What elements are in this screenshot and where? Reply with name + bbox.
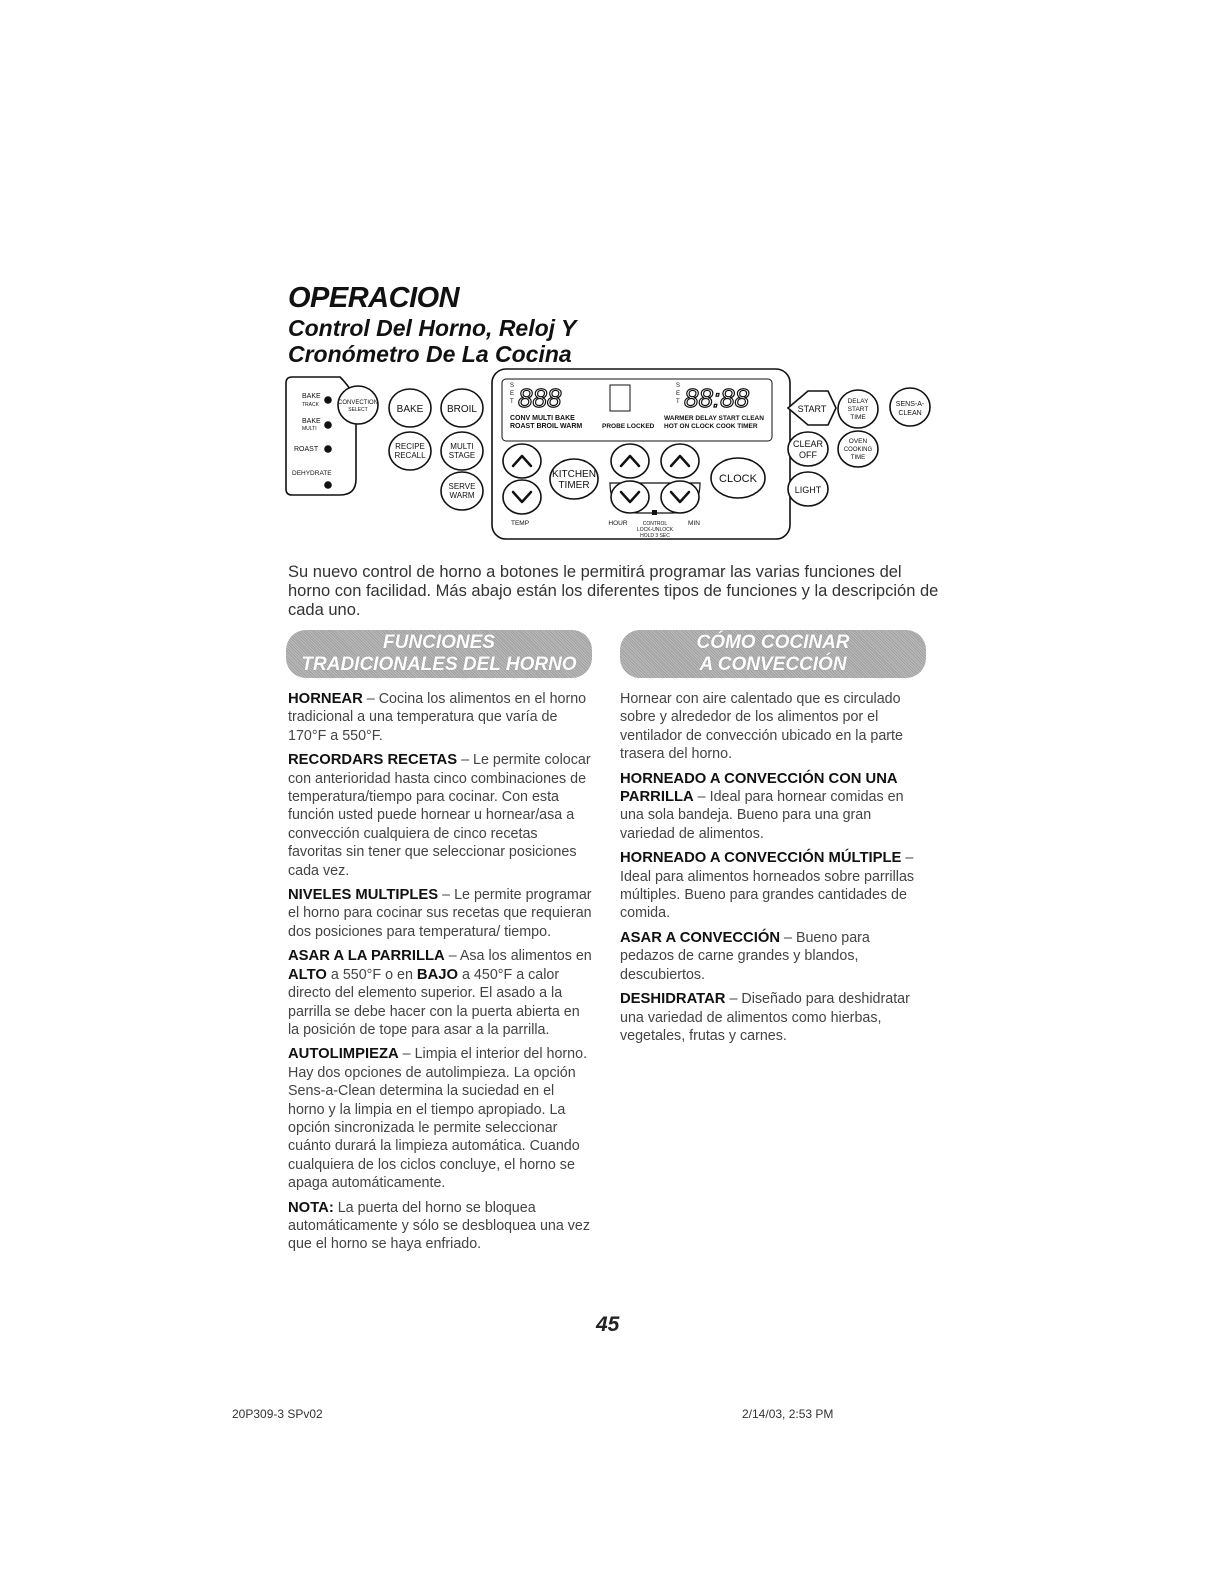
recall-label: RECALL bbox=[394, 451, 426, 460]
def-conveccion-multiple: HORNEADO A CONVECCIÓN MÚLTIPLE – Ideal para alimentos horneados sobre parrillas múltiples. Bueno para grandes cantidades de comida. bbox=[620, 850, 915, 922]
time-label: TIME bbox=[850, 414, 866, 421]
def-conveccion-una-parrilla: HORNEADO A CONVECCIÓN CON UNA PARRILLA – Ideal para hornear comidas en una sola bandeja. Bueno para una gran variedad de alimentos. bbox=[620, 770, 904, 842]
footer-document-code: 20P309-3 SPv02 bbox=[232, 1407, 323, 1421]
recipe-label: RECIPE bbox=[395, 442, 425, 451]
label-multi: MULTI bbox=[302, 426, 317, 432]
multi-label: MULTI bbox=[450, 442, 474, 451]
broil-label: BROIL bbox=[446, 404, 478, 415]
def-asar-conveccion: ASAR A CONVECCIÓN – Bueno para pedazos de carne grandes y blandos, descubiertos. bbox=[620, 929, 870, 983]
label-dehydrate: DEHYDRATE bbox=[292, 470, 332, 477]
oven-control-panel bbox=[280, 365, 940, 545]
min-up-button[interactable] bbox=[661, 444, 699, 478]
stage-label: STAGE bbox=[448, 451, 476, 460]
display-right-row2: HOT ON CLOCK COOK TIMER bbox=[664, 423, 758, 430]
oven-icon bbox=[610, 385, 630, 411]
intro-paragraph: Su nuevo control de horno a botones le permitirá programar las varias funciones del horno con facilidad. Más abajo están los diferentes tipos de funciones y la descripción de cada uno. bbox=[288, 563, 939, 619]
control-label: CONTROL bbox=[642, 521, 668, 527]
clear-label: CLEAR bbox=[792, 439, 824, 449]
off-label: OFF bbox=[799, 450, 817, 460]
oven-label: OVEN bbox=[848, 438, 868, 445]
time-digits: 88:88 bbox=[684, 383, 750, 413]
convection-intro: Hornear con aire calentado que es circulado sobre y alrededor de los alimentos por el ventilador de convección ubicado en la parte trasera del horno. bbox=[620, 691, 903, 763]
timer-label: TIMER bbox=[558, 480, 590, 491]
cooking-label: COOKING bbox=[843, 447, 873, 453]
banner-right-line2: A CONVECCIÓN bbox=[699, 654, 847, 675]
page-title: OPERACION bbox=[288, 282, 460, 314]
clean-label: CLEAN bbox=[898, 410, 922, 417]
delay-label: DELAY bbox=[847, 398, 869, 405]
subtitle-line-2: Cronómetro De La Cocina bbox=[288, 341, 572, 367]
roast-indicator bbox=[324, 445, 332, 453]
lock-unlock-label: LOCK-UNLOCK bbox=[636, 527, 674, 533]
bake-track-indicator bbox=[324, 396, 332, 404]
clock-label: CLOCK bbox=[719, 473, 757, 485]
bake-multi-indicator bbox=[324, 421, 332, 429]
banner-left-line1: FUNCIONES bbox=[383, 632, 495, 653]
page-number: 45 bbox=[596, 1313, 620, 1336]
def-niveles-multiples: NIVELES MULTIPLES – Le permite programar el horno para cocinar sus recetas que requieran dos posiciones para temperatura/ tiempo. bbox=[288, 887, 592, 940]
def-autolimpieza: AUTOLIMPIEZA – Limpia el interior del horno. Hay dos opciones de autolimpieza. La opción Sens-a-Clean determina la suciedad en el horno y la limpia en el tiempo apropiado. La opción sincronizada le permite seleccionar cuánto durará la limpieza automática. Cuando cualquiera de los ciclos concluye, el horno se apaga automáticamente. bbox=[288, 1046, 588, 1192]
dehydrate-indicator bbox=[324, 481, 332, 489]
display-center-row: PROBE LOCKED bbox=[602, 423, 655, 430]
def-recordars-recetas: RECORDARS RECETAS – Le permite colocar con anterioridad hasta cinco combinaciones de temperatura/tiempo para cocinar. Con esta función usted puede hornear u hornear/asa a convección cualquiera de cinco recetas favoritas sin tener que seleccionar posiciones cada vez. bbox=[288, 752, 591, 879]
clear-off-button[interactable] bbox=[788, 432, 828, 466]
light-label: LIGHT bbox=[794, 485, 822, 495]
svg-text:E: E bbox=[510, 391, 515, 397]
lock-icon bbox=[652, 510, 657, 515]
def-deshidratar: DESHIDRATAR – Diseñado para deshidratar una variedad de alimentos como hierbas, vegetales, frutas y carnes. bbox=[620, 991, 910, 1044]
hour-up-button[interactable] bbox=[611, 444, 649, 478]
sens-label: SENS-A- bbox=[895, 401, 925, 408]
min-down-button[interactable] bbox=[661, 481, 699, 513]
temp-down-button[interactable] bbox=[503, 480, 541, 514]
banner-traditional-functions bbox=[286, 630, 592, 678]
hour-label: HOUR bbox=[608, 520, 628, 527]
temp-label: TEMP bbox=[510, 520, 530, 527]
temp-digits: 888 bbox=[518, 383, 562, 413]
label-bake-2: BAKE bbox=[302, 418, 321, 425]
svg-text:T: T bbox=[510, 399, 514, 405]
footer-timestamp: 2/14/03, 2:53 PM bbox=[742, 1407, 834, 1421]
kitchen-label: KITCHEN bbox=[552, 469, 596, 480]
label-track: TRACK bbox=[302, 402, 319, 408]
svg-text:E: E bbox=[676, 391, 681, 397]
start-label: START bbox=[797, 404, 827, 414]
start-small-label: START bbox=[847, 406, 869, 413]
banner-right-line1: CÓMO COCINAR bbox=[696, 632, 850, 653]
temp-up-button[interactable] bbox=[503, 444, 541, 478]
cooking-time-label: TIME bbox=[850, 455, 866, 461]
svg-text:T: T bbox=[676, 399, 680, 405]
def-hornear: HORNEAR – Cocina los alimentos en el horno tradicional a una temperatura que varía de 170°F a 550°F. bbox=[288, 691, 587, 744]
min-label: MIN bbox=[688, 520, 700, 527]
section-subtitle bbox=[288, 315, 576, 367]
note-nota: NOTA: La puerta del horno se bloquea automáticamente y sólo se desbloquea una vez que el horno se haya enfriado. bbox=[288, 1199, 591, 1253]
display-right-row1: WARMER DELAY START CLEAN bbox=[664, 415, 764, 422]
left-column bbox=[288, 690, 594, 1260]
banner-left-line2: TRADICIONALES DEL HORNO bbox=[301, 654, 577, 675]
right-column bbox=[620, 690, 926, 1051]
serve-label: SERVE bbox=[448, 482, 476, 491]
label-roast: ROAST bbox=[294, 446, 319, 453]
svg-text:S: S bbox=[510, 383, 515, 389]
bake-label: BAKE bbox=[396, 404, 424, 415]
hold-label: HOLD 3 SEC bbox=[640, 533, 670, 539]
banner-convection-cooking bbox=[620, 630, 926, 678]
label-bake-1: BAKE bbox=[302, 393, 321, 400]
hour-down-button[interactable] bbox=[611, 481, 649, 513]
svg-text:S: S bbox=[676, 383, 681, 389]
subtitle-line-1: Control Del Horno, Reloj Y bbox=[288, 315, 577, 341]
warm-label: WARM bbox=[449, 491, 475, 500]
def-asar-parrilla: ASAR A LA PARRILLA – Asa los alimentos en ALTO a 550°F o en BAJO a 450°F a calor directo del elemento superior. El asado a la parrilla se debe hacer con la puerta abierta en la posición de tope para asar a la parrilla. bbox=[288, 948, 592, 1038]
convection-label: CONVECTION bbox=[337, 400, 379, 406]
select-label: SELECT bbox=[348, 407, 368, 413]
display-left-row2: ROAST BROIL WARM bbox=[510, 423, 583, 430]
display-left-row1: CONV MULTI BAKE bbox=[510, 415, 575, 422]
